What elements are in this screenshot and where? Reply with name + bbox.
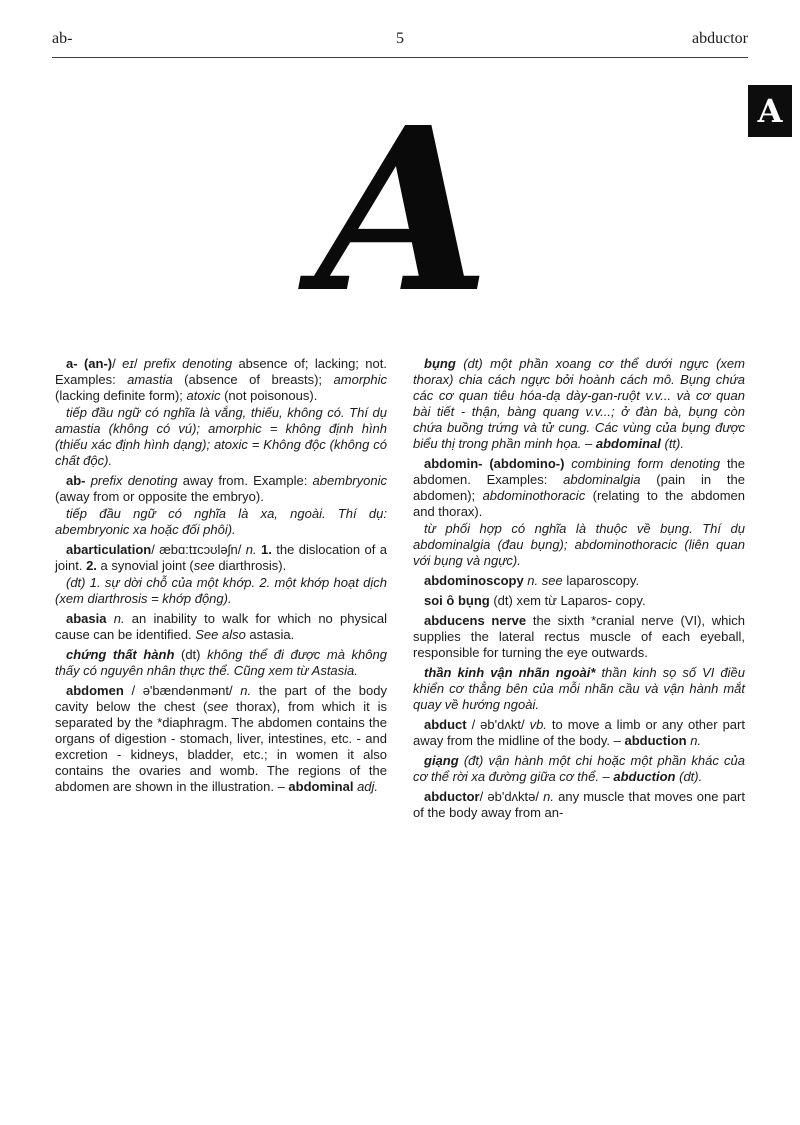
text-run: an inability to walk for which no physical cause can be identified. bbox=[55, 611, 387, 642]
entry-paragraph bbox=[55, 356, 387, 404]
text-run: / ə'bændənmənt/ bbox=[131, 683, 241, 698]
dictionary-entry bbox=[413, 753, 745, 785]
text-run: abdominal bbox=[288, 779, 354, 794]
header-left-keyword: ab- bbox=[52, 30, 73, 47]
text-run: a- (an-) bbox=[66, 356, 113, 371]
dictionary-entry bbox=[55, 542, 387, 607]
entry-paragraph bbox=[55, 473, 387, 505]
entry-paragraph bbox=[413, 593, 745, 609]
entry-paragraph bbox=[413, 753, 745, 785]
entry-paragraph bbox=[413, 613, 745, 661]
text-run: abdominoscopy bbox=[424, 573, 528, 588]
text-run: 2. bbox=[86, 558, 97, 573]
entry-paragraph bbox=[55, 542, 387, 574]
entry-paragraph bbox=[55, 405, 387, 469]
text-run: see bbox=[193, 558, 215, 573]
text-run: n. bbox=[690, 733, 702, 748]
text-run: / əb'dʌktə/ bbox=[479, 789, 544, 804]
text-run: a synovial joint ( bbox=[96, 558, 194, 573]
text-run: to move a limb or any other part away from the midline of the body. – bbox=[413, 717, 745, 748]
text-run: abdominothoracic bbox=[482, 488, 586, 503]
entry-paragraph bbox=[413, 521, 745, 569]
text-run: / bbox=[133, 356, 144, 371]
entry-paragraph bbox=[413, 789, 745, 821]
text-run: amorphic bbox=[333, 372, 387, 387]
text-run: abdominalgia bbox=[563, 472, 641, 487]
text-run: abduct bbox=[424, 717, 472, 732]
text-run: atoxic bbox=[186, 388, 221, 403]
text-run: (dt) xem từ Laparos- copy. bbox=[493, 593, 646, 608]
text-run: abembryonic bbox=[312, 473, 387, 488]
text-run: n. bbox=[543, 789, 554, 804]
dictionary-entry bbox=[55, 611, 387, 643]
text-run: absence of; lacking; not. Examples: bbox=[55, 356, 387, 387]
text-run: diarthrosis). bbox=[214, 558, 287, 573]
text-run: vb. bbox=[529, 717, 547, 732]
text-run: (away from or opposite the embryo). bbox=[55, 489, 264, 504]
entry-paragraph bbox=[55, 575, 387, 607]
dictionary-entry bbox=[55, 473, 387, 538]
entry-paragraph bbox=[55, 611, 387, 643]
text-run: abdominal bbox=[595, 436, 661, 451]
text-run: abduction bbox=[613, 769, 676, 784]
text-run: the part of the body cavity below the chest ( bbox=[55, 683, 387, 714]
text-run: abarticulation bbox=[66, 542, 152, 557]
text-run: n. bbox=[113, 611, 125, 626]
text-run: (dt) 1. sự dời chỗ của một khớp. 2. một khớp hoạt dịch (xem diarthrosis = khớp động). bbox=[55, 575, 387, 606]
text-run: không thể đi được mà không thấy có nguyên nhân thực thể. Cũng xem từ Astasia. bbox=[55, 647, 387, 678]
text-run: abdomen bbox=[66, 683, 132, 698]
text-run: the abdomen. Examples: bbox=[413, 456, 746, 487]
text-run: tiếp đầu ngữ có nghĩa là xa, ngoài. Thí dụ: abembryonic xa hoặc đối phôi). bbox=[55, 506, 387, 537]
text-run: abductor bbox=[424, 789, 480, 804]
entry-paragraph bbox=[55, 647, 387, 679]
thumb-tab-letter: A bbox=[757, 92, 783, 130]
text-run: ab- bbox=[66, 473, 91, 488]
dictionary-entry bbox=[413, 717, 745, 749]
dictionary-entry bbox=[413, 593, 745, 609]
column-left bbox=[55, 356, 387, 825]
section-drop-cap-letter: A bbox=[315, 79, 485, 343]
text-run: (dt) bbox=[181, 647, 208, 662]
entry-paragraph bbox=[413, 356, 745, 452]
text-run: eɪ bbox=[122, 356, 134, 371]
text-run: (lacking definite form); bbox=[55, 388, 187, 403]
page-number: 5 bbox=[396, 30, 404, 47]
text-run: amastia bbox=[127, 372, 173, 387]
text-run: (dt). bbox=[675, 769, 703, 784]
text-run: See also bbox=[195, 627, 246, 642]
text-run: thần kinh vận nhãn ngoài* bbox=[424, 665, 602, 680]
text-run: (đt) vận hành một chi hoặc một phần khác của cơ thể rời xa đường giữa cơ thể. – bbox=[413, 753, 745, 784]
text-run: / bbox=[112, 356, 123, 371]
text-run: any muscle that moves one part of the body away from an- bbox=[413, 789, 745, 820]
dictionary-entry bbox=[55, 683, 387, 795]
text-run: the sixth *cranial nerve (VI), which supplies the lateral rectus muscle of each eyeball, responsible for turning the eye outwards. bbox=[413, 613, 745, 660]
entry-paragraph bbox=[413, 665, 745, 713]
text-run: laparoscopy. bbox=[562, 573, 640, 588]
entry-paragraph bbox=[55, 683, 387, 795]
text-run: (absence of breasts); bbox=[172, 372, 334, 387]
text-run: (dt) một phần xoang cơ thể dưới ngực (xem thorax) chia cách ngực bởi hoành cách mô. Bụng chứa các cơ quan tiêu hóa-dạ dày-gan-ruột v.v... và cơ quan bài tiết - thận, bàng quang v.v...; ở đàn bà, bụng còn chứa buồng trứng và tử cung. Các vùng của bụng được biểu thị trong phần minh họa. – bbox=[413, 356, 745, 451]
text-run: thorax), from which it is separated by the *diaphragm. The abdomen contains the organs of digestion - stomach, liver, intestines, etc. - and excretion - kidneys, bladder, etc.; in women it also contains the ovaries and womb. The regions of the abdomen are shown in the illustration. – bbox=[55, 699, 387, 794]
dictionary-entry bbox=[413, 456, 745, 569]
header-right-keyword: abductor bbox=[692, 30, 748, 47]
text-run: bụng bbox=[424, 356, 464, 371]
text-run: / əb'dʌkt/ bbox=[471, 717, 530, 732]
text-run: combining form denoting bbox=[571, 456, 721, 471]
text-run: / æbɑ:tɪcɔʊləʃn/ bbox=[151, 542, 246, 557]
text-columns bbox=[55, 356, 745, 825]
text-run: thần kinh sọ số VI điều khiển cơ thẳng bên của mỗi nhãn cầu và vận hành mắt quay về hướng ngoài. bbox=[413, 665, 745, 712]
text-run: (not poisonous). bbox=[220, 388, 318, 403]
text-run: n. see bbox=[527, 573, 563, 588]
text-run: astasia. bbox=[245, 627, 295, 642]
text-run: (relating to the abdomen and thorax). bbox=[413, 488, 745, 519]
text-run: away from. Example: bbox=[177, 473, 313, 488]
dictionary-entry bbox=[413, 613, 745, 661]
text-run: chứng thất hành bbox=[66, 647, 181, 662]
entry-paragraph bbox=[413, 717, 745, 749]
entry-paragraph bbox=[413, 573, 745, 589]
text-run: soi ô bụng bbox=[424, 593, 494, 608]
text-run: the dislocation of a joint. bbox=[55, 542, 387, 573]
text-run: abasia bbox=[66, 611, 114, 626]
entry-paragraph bbox=[413, 456, 745, 520]
text-run: abdomin- (abdomino-) bbox=[424, 456, 572, 471]
text-run: prefix denoting bbox=[144, 356, 233, 371]
dictionary-entry bbox=[55, 356, 387, 469]
text-run: prefix denoting bbox=[90, 473, 178, 488]
dictionary-entry bbox=[413, 573, 745, 589]
text-run: giạng bbox=[424, 753, 464, 768]
dictionary-entry bbox=[413, 665, 745, 713]
text-run: tiếp đầu ngữ có nghĩa là vắng, thiếu, không có. Thí dụ amastia (không có vú); amorphic = không định hình (thiếu xác định hình dạng); atoxic = Không độc (không có chất độc). bbox=[55, 405, 387, 468]
dictionary-entry bbox=[55, 647, 387, 679]
text-run: adj. bbox=[357, 779, 379, 794]
dictionary-entry bbox=[413, 356, 745, 452]
text-run: n. bbox=[240, 683, 252, 698]
text-run: abducens nerve bbox=[424, 613, 533, 628]
text-run: (pain in the abdomen); bbox=[413, 472, 746, 503]
column-right bbox=[413, 356, 745, 825]
text-run: see bbox=[207, 699, 229, 714]
text-run: n. bbox=[245, 542, 257, 557]
dictionary-entry bbox=[413, 789, 745, 821]
entry-paragraph bbox=[55, 506, 387, 538]
text-run: từ phối hợp có nghĩa là thuộc về bụng. Thí dụ abdominalgia (đau bụng); abdominothoracic (liên quan với bụng và ngực). bbox=[413, 521, 745, 568]
running-head bbox=[52, 30, 748, 58]
text-run: 1. bbox=[261, 542, 272, 557]
text-run: abduction bbox=[624, 733, 687, 748]
text-run: (tt). bbox=[660, 436, 684, 451]
